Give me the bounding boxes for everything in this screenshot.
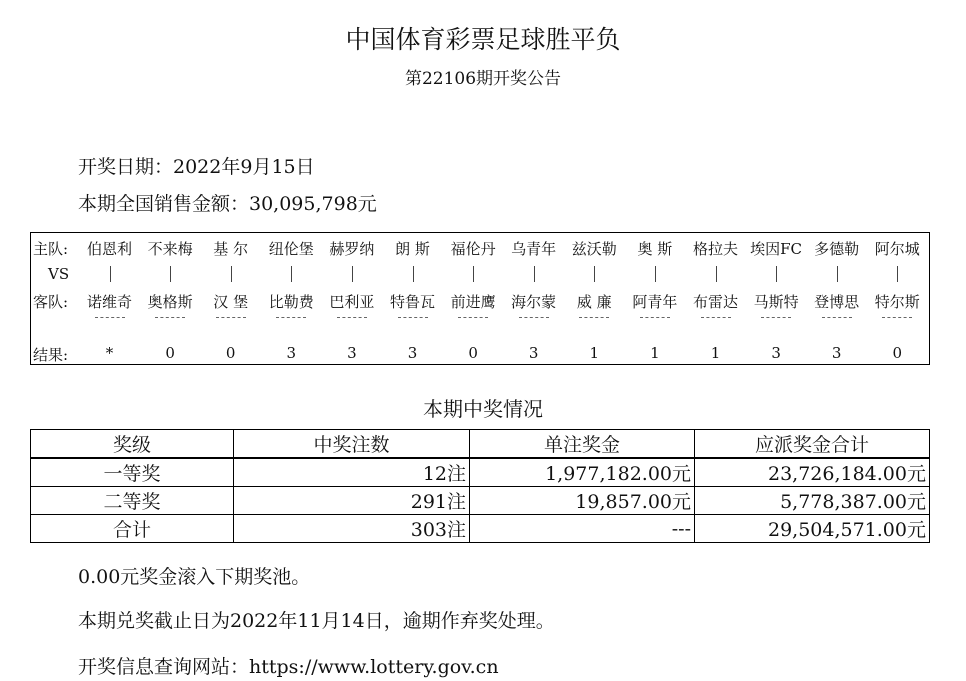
prize-level: 合计 (31, 515, 234, 543)
match-column (443, 233, 504, 364)
match-column (140, 233, 201, 364)
vs-divider (655, 266, 656, 282)
match-result: 0 (225, 344, 236, 362)
match-result: * (105, 344, 114, 362)
home-team-name: 乌青年 (511, 240, 557, 258)
match-result: 0 (892, 344, 903, 362)
sales-amount: 本期全国销售金额：30,095,798元 (78, 193, 377, 215)
result-label: 结果: (33, 346, 69, 364)
home-team-name: 赫罗纳 (329, 240, 375, 258)
away-team-name: 登博思 (814, 293, 860, 311)
winner-count: 303注 (234, 515, 470, 543)
prize-table-header (31, 430, 930, 459)
header-count: 中奖注数 (234, 430, 470, 459)
away-team-label: 客队: (33, 293, 69, 311)
match-table (30, 232, 930, 365)
unit-prize: 19,857.00元 (470, 487, 695, 515)
unit-prize: --- (470, 515, 695, 543)
separator-line (519, 317, 549, 318)
vs-divider (110, 266, 111, 282)
separator-line (276, 317, 306, 318)
match-result: 3 (831, 344, 842, 362)
home-team-name: 兹沃勒 (571, 240, 617, 258)
header-total-prize: 应派奖金合计 (695, 430, 930, 459)
match-result: 0 (468, 344, 478, 362)
vs-divider (352, 266, 353, 282)
separator-line (579, 317, 609, 318)
match-column (806, 233, 867, 364)
unit-prize: 1,977,182.00元 (470, 458, 695, 487)
separator-line (701, 317, 731, 318)
home-team-name: 朗 斯 (395, 240, 430, 258)
away-team-name: 海尔蒙 (511, 293, 557, 311)
home-team-name: 多德勒 (814, 240, 860, 258)
vs-divider (776, 266, 777, 282)
match-result: 3 (407, 344, 418, 362)
away-team-name: 前进鹰 (450, 293, 496, 311)
away-team-name: 特尔斯 (874, 293, 920, 311)
match-column (79, 233, 140, 364)
away-team-name: 巴利亚 (329, 293, 375, 311)
prize-table (30, 429, 930, 543)
vs-divider (231, 266, 232, 282)
match-column (685, 233, 746, 364)
separator-line (761, 317, 791, 318)
vs-divider (473, 266, 474, 282)
match-result: 3 (347, 344, 357, 362)
match-result: 0 (165, 344, 175, 362)
match-result: 3 (528, 344, 539, 362)
prize-level: 一等奖 (31, 458, 234, 487)
header-unit-prize: 单注奖金 (470, 430, 695, 459)
away-team-name: 阿青年 (632, 293, 678, 311)
separator-line (95, 317, 125, 318)
issue-subtitle: 第22106期开奖公告 (404, 69, 562, 89)
website-note: 开奖信息查询网站：https://www.lottery.gov.cn (78, 656, 499, 678)
match-result: 1 (589, 344, 600, 362)
match-column (382, 233, 443, 364)
vs-divider (170, 266, 171, 282)
away-team-name: 奥格斯 (147, 293, 193, 311)
match-column (564, 233, 625, 364)
separator-line (882, 317, 912, 318)
rollover-note: 0.00元奖金滚入下期奖池。 (78, 566, 311, 588)
match-result: 1 (710, 344, 721, 362)
vs-label: VS (48, 265, 70, 283)
claim-deadline-note: 本期兑奖截止日为2022年11月14日，逾期作弃奖处理。 (78, 610, 555, 632)
home-team-name: 福伦丹 (450, 240, 496, 258)
vs-divider (594, 266, 595, 282)
prize-section-title: 本期中奖情况 (423, 397, 543, 421)
away-team-name: 比勒费 (268, 293, 314, 311)
vs-divider (716, 266, 717, 282)
away-team-name: 特鲁瓦 (389, 293, 435, 311)
match-column (867, 233, 928, 364)
away-team-name: 汉 堡 (213, 293, 249, 311)
prize-level: 二等奖 (31, 487, 234, 515)
away-team-name: 威 廉 (576, 293, 612, 311)
match-column (624, 233, 685, 364)
vs-divider (897, 266, 898, 282)
home-team-name: 埃因FC (750, 240, 803, 258)
table-row (31, 487, 930, 515)
page-title: 中国体育彩票足球胜平负 (345, 25, 621, 54)
home-team-name: 伯恩利 (86, 240, 132, 258)
match-column (746, 233, 807, 364)
separator-line (155, 317, 185, 318)
separator-line (822, 317, 852, 318)
match-result: 3 (771, 344, 781, 362)
match-column (200, 233, 261, 364)
table-row (31, 458, 930, 487)
separator-line (458, 317, 488, 318)
total-prize: 29,504,571.00元 (695, 515, 930, 543)
draw-date: 开奖日期：2022年9月15日 (78, 156, 315, 178)
table-row (31, 515, 930, 543)
home-team-name: 纽伦堡 (268, 240, 314, 258)
total-prize: 23,726,184.00元 (695, 458, 930, 487)
home-team-name: 阿尔城 (874, 240, 920, 258)
away-team-name: 布雷达 (692, 293, 738, 311)
home-team-name: 奥 斯 (637, 240, 673, 258)
away-team-name: 马斯特 (753, 293, 799, 311)
match-column (261, 233, 322, 364)
winner-count: 12注 (234, 458, 470, 487)
separator-line (398, 317, 428, 318)
match-column (503, 233, 564, 364)
home-team-label: 主队: (33, 240, 69, 258)
vs-divider (291, 266, 292, 282)
separator-line (216, 317, 246, 318)
vs-divider (837, 266, 838, 282)
home-team-name: 基 尔 (213, 240, 249, 258)
separator-line (640, 317, 670, 318)
total-prize: 5,778,387.00元 (695, 487, 930, 515)
separator-line (337, 317, 367, 318)
vs-divider (534, 266, 535, 282)
away-team-name: 诺维奇 (86, 293, 132, 311)
header-level: 奖级 (31, 430, 234, 459)
home-team-name: 格拉夫 (692, 240, 738, 258)
match-result: 1 (650, 344, 660, 362)
winner-count: 291注 (234, 487, 470, 515)
vs-divider (413, 266, 414, 282)
match-result: 3 (286, 344, 297, 362)
home-team-name: 不来梅 (147, 240, 193, 258)
match-column (321, 233, 382, 364)
